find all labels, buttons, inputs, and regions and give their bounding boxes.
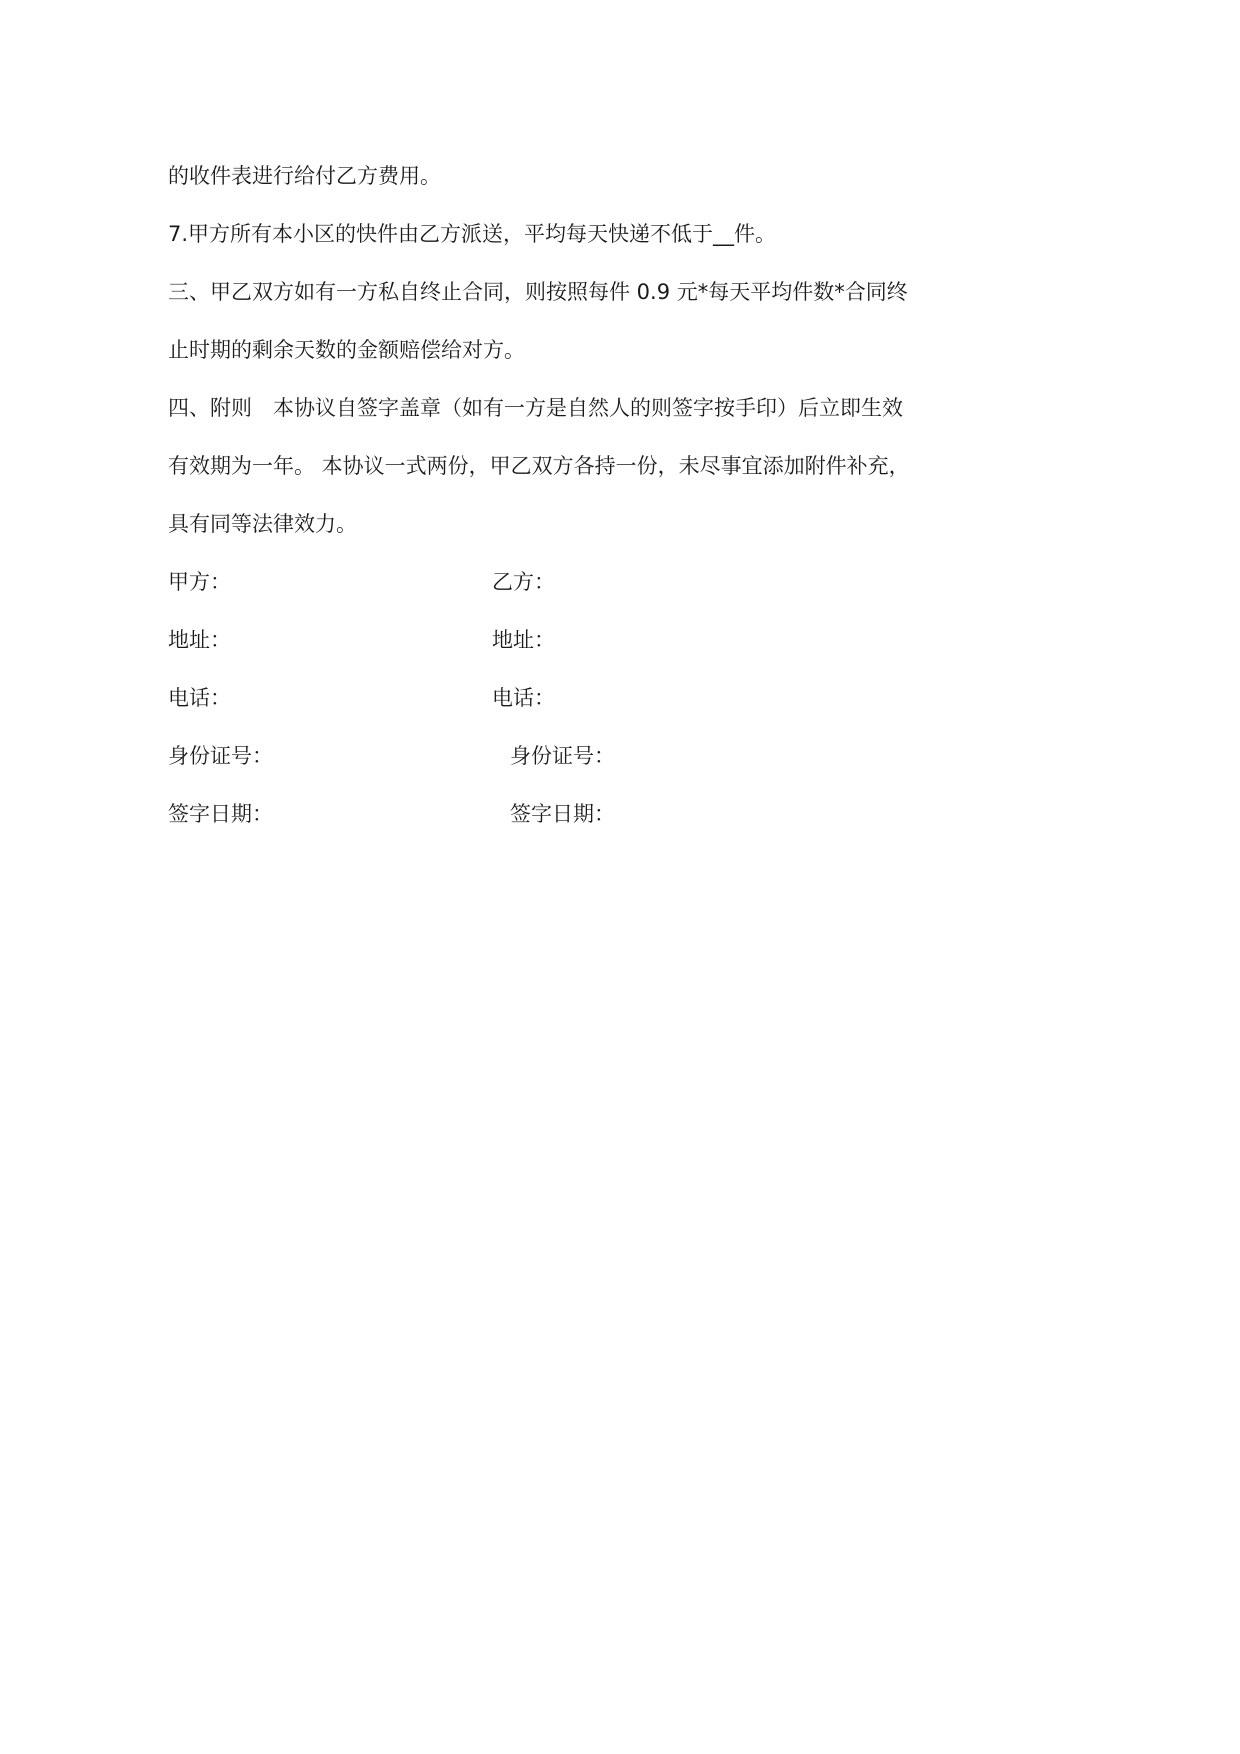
party-a-name-label: 甲方： [168,570,231,594]
paragraph-line: 止时期的剩余天数的金额赔偿给对方。 [168,338,525,362]
party-b-address-label: 地址： [492,628,555,652]
paragraph-line: 具有同等法律效力。 [168,512,357,536]
party-a-id-label: 身份证号： [168,744,273,768]
party-b-date-label: 签字日期： [510,802,615,826]
party-b-phone-label: 电话： [492,686,555,710]
paragraph-line: 7.甲方所有本小区的快件由乙方派送，平均每天快递不低于__件。 [168,222,777,246]
paragraph-line: 四、附则 本协议自签字盖章（如有一方是自然人的则签字按手印）后立即生效 [168,396,903,420]
paragraph-line: 有效期为一年。 本协议一式两份，甲乙双方各持一份，未尽事宜添加附件补充， [168,454,910,478]
paragraph-line: 的收件表进行给付乙方费用。 [168,164,441,188]
party-a-address-label: 地址： [168,628,231,652]
party-b-name-label: 乙方： [492,570,555,594]
party-a-phone-label: 电话： [168,686,231,710]
party-a-date-label: 签字日期： [168,802,273,826]
paragraph-line: 三、甲乙双方如有一方私自终止合同，则按照每件 0.9 元*每天平均件数*合同终 [168,280,908,304]
party-b-id-label: 身份证号： [510,744,615,768]
